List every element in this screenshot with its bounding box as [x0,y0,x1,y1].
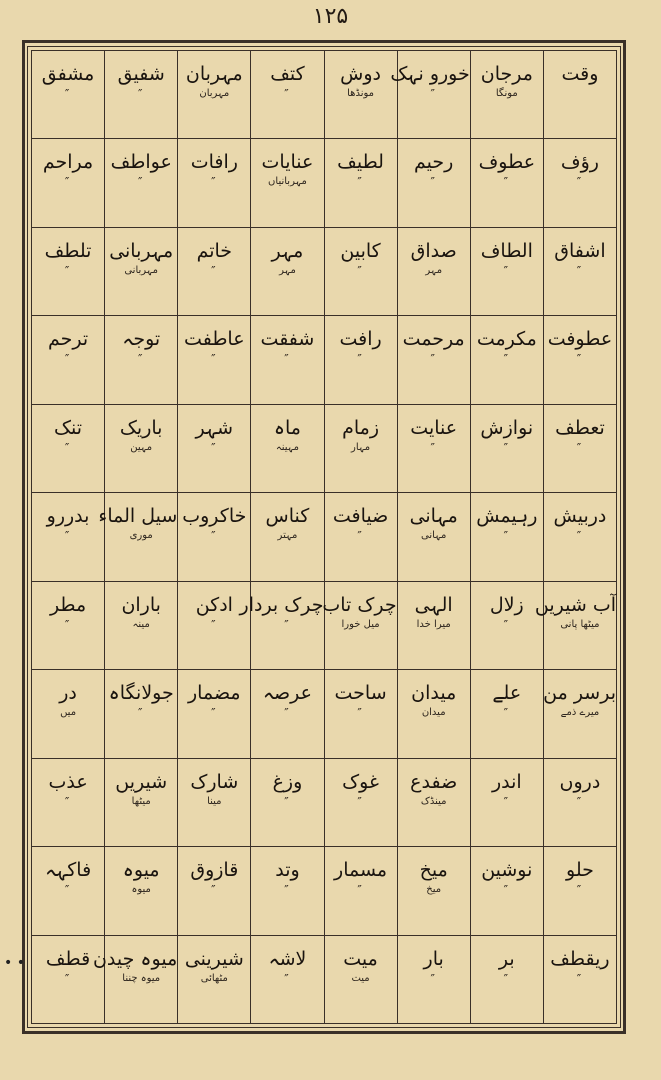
table-cell [32,847,105,935]
cell-gloss: ″ [64,529,72,544]
cell-word: نوشین [481,859,533,882]
cell-word: چرک تاب [322,593,397,616]
cell-gloss: ″ [64,175,72,190]
cell-gloss: ″ [430,971,437,986]
cell-word: وتد [275,859,300,882]
table-cell [470,316,543,404]
table-cell [178,404,251,492]
cell-gloss: ″ [64,352,72,367]
cell-gloss: ″ [503,794,511,809]
cell-gloss: ″ [503,617,511,632]
table-cell [543,935,616,1023]
table-row [32,51,617,139]
cell-word: ساحت [334,682,387,705]
cell-gloss: مٹھائی [200,972,228,984]
table-cell [251,758,324,846]
cell-word: توجہ [122,328,161,351]
cell-gloss: ″ [503,883,511,898]
cell-gloss: ″ [284,794,291,809]
cell-word: شہر [195,416,234,439]
table-cell [92,935,178,1023]
table-cell [470,404,543,492]
table-cell [470,581,543,669]
cell-word: ادکن [195,593,233,616]
table-cell [397,847,470,935]
cell-word: رؤف [560,151,599,174]
cell-gloss: ″ [211,529,218,544]
cell-gloss: ″ [211,263,218,278]
cell-word: بر [498,947,515,970]
cell-gloss: ″ [284,87,291,101]
cell-gloss: ″ [357,263,364,278]
cell-word: رحیم [414,151,454,174]
cell-gloss: میت [351,972,370,984]
cell-word: مرحمت [402,328,465,351]
table-cell [543,404,616,492]
cell-gloss: ″ [503,440,511,455]
cell-gloss: مہر [425,264,443,276]
cell-word: زلال [489,593,524,616]
cell-word: مشفق [41,63,95,85]
cell-word: رہیمش [476,505,538,528]
cell-word: غوک [342,770,379,793]
cell-word: عرصہ [262,682,312,705]
cell-word: عطوف [478,151,536,174]
cell-word: کابین [340,239,381,262]
table-cell [324,51,397,139]
table-cell [105,316,178,404]
cell-gloss: ″ [430,352,437,367]
table-cell [470,493,543,581]
cell-gloss: ″ [64,971,72,986]
cell-word: صداق [410,239,457,262]
cell-word: سیل الماء [98,505,178,528]
table-cell [543,139,616,227]
cell-gloss: میل خورا [341,618,380,630]
cell-gloss: ″ [576,263,584,278]
cell-gloss: مہتر [277,530,298,542]
cell-gloss: ″ [64,794,72,809]
cell-gloss: ″ [503,175,511,190]
table-cell [251,227,324,315]
cell-word: عنایت [410,416,458,439]
table-cell [543,847,616,935]
cell-word: رافت [339,328,382,351]
table-cell [105,670,178,758]
table-cell [397,139,470,227]
cell-gloss: میرے ذمے [560,707,600,719]
cell-word: لطیف [337,151,384,174]
cell-gloss: ″ [211,883,218,898]
cell-gloss: ″ [576,883,584,898]
cell-gloss: ″ [430,440,437,455]
cell-word: کتف [270,63,305,85]
cell-word: عنایات [261,151,314,174]
cell-word: ماہ [273,416,301,439]
cell-gloss: ″ [357,352,364,367]
cell-word: مطر [49,593,87,616]
table-cell [32,758,105,846]
cell-gloss: ″ [576,529,584,544]
table-row [32,670,617,758]
cell-word: مہربان [185,63,243,85]
table-cell [324,316,397,404]
cell-word: حلو [566,859,594,882]
table-cell [251,847,324,935]
cell-word: خورو نہک [390,63,470,85]
table-cell [397,670,470,758]
cell-gloss: مہربانیاں [268,176,307,188]
cell-word: علے [492,682,522,705]
cell-gloss: ″ [357,883,364,898]
cell-word: وزغ [272,770,303,793]
cell-gloss: مینا [207,795,222,807]
cell-gloss: ″ [137,175,145,190]
cell-gloss: میوہ [131,884,151,896]
table-row [32,404,617,492]
cell-gloss: ″ [211,175,218,190]
table-cell [251,670,324,758]
cell-gloss: ″ [137,352,145,367]
table-cell [397,227,470,315]
table-cell [105,581,178,669]
cell-gloss: میوہ چننا [122,972,161,984]
table-cell [397,404,470,492]
table-row [32,847,617,935]
cell-word: لاشہ [268,947,307,970]
cell-word: عاطفت [184,328,245,351]
cell-gloss: ″ [64,263,72,278]
table-cell [470,51,543,139]
table-cell [397,316,470,404]
table-cell [543,670,616,758]
table-cell [251,51,324,139]
cell-word: قازوق [190,859,239,882]
table-cell [98,493,178,581]
cell-gloss: ″ [64,87,72,101]
cell-word: مہربانی [109,239,174,262]
table-cell [178,670,251,758]
cell-gloss: ″ [430,87,437,101]
cell-word: ترحم [47,328,89,351]
cell-word: در [59,682,77,705]
cell-word: چرک بردار [239,593,324,616]
cell-word: مراحم [42,151,94,174]
cell-gloss: مہانی [420,530,447,542]
cell-gloss: میدان [421,707,446,719]
table-cell [324,935,397,1023]
cell-word: بدررو [46,505,90,528]
cell-gloss: ″ [576,971,584,986]
cell-word: ضفدع [410,770,458,793]
cell-word: عواطف [110,151,172,174]
cell-gloss: ″ [576,352,584,367]
cell-word: عطوفت [547,328,613,351]
cell-word: تنک [54,416,83,439]
cell-gloss: ″ [211,706,218,721]
cell-word: اندر [491,770,522,793]
table-cell [543,758,616,846]
cell-gloss: ″ [576,175,584,190]
table-cell [397,758,470,846]
table-cell [543,51,616,139]
table-cell [390,51,470,139]
table-row [32,316,617,404]
table-cell [543,493,616,581]
cell-gloss: ″ [503,529,511,544]
table-cell [534,581,616,669]
table-cell [239,581,324,669]
cell-word: آب شیریں [534,593,616,616]
table-cell [470,227,543,315]
cell-word: وقت [561,63,599,85]
table-cell [470,758,543,846]
table-row [32,139,617,227]
cell-word: دوش [340,63,381,85]
cell-gloss: میٹھا پانی [560,618,600,630]
cell-word: تلطف [44,239,92,262]
table-cell [324,847,397,935]
cell-word: مکرمت [476,328,537,351]
cell-gloss: ″ [284,883,291,898]
cell-word: شفقت [260,328,315,351]
table-cell [178,227,251,315]
cell-gloss: مہین [130,441,153,453]
cell-gloss: مہربان [199,88,230,99]
table-row [32,935,617,1023]
table-cell [397,493,470,581]
cell-gloss: ″ [503,706,511,721]
cell-word: باریک [119,416,163,439]
cell-gloss: ″ [211,617,218,632]
cell-gloss: میرا خدا [416,618,451,630]
cell-gloss: ″ [284,971,291,986]
cell-gloss: ″ [357,175,364,190]
cell-gloss: مہینہ [275,441,299,453]
cell-gloss: ″ [503,971,511,986]
cell-gloss: مہر [279,264,296,276]
cell-word: اشفاق [554,239,606,262]
table-cell [178,581,251,669]
table-cell [397,935,470,1023]
cell-word: شفیق [117,63,165,85]
table-cell [178,847,251,935]
cell-word: میت [343,947,378,970]
cell-word: مہانی [409,505,458,528]
cell-gloss: مونگا [495,88,518,99]
table-cell [324,758,397,846]
table-cell [324,139,397,227]
table-row [32,227,617,315]
cell-gloss: ″ [357,794,364,809]
cell-word: مسمار [334,859,388,882]
table-cell [105,139,178,227]
cell-word: بار [423,947,444,970]
cell-word: میدان [411,682,457,705]
cell-word: عذب [48,770,88,793]
table-cell [105,51,178,139]
cell-word: خاکروب [182,505,247,528]
table-cell [543,316,616,404]
table-cell [32,670,105,758]
cell-gloss: مہار [351,441,371,453]
table-cell [178,493,251,581]
table-cell [324,670,397,758]
cell-word: تعطف [555,416,605,439]
cell-word: خاتم [196,239,233,262]
cell-word: ضیافت [332,505,389,528]
cell-gloss: ″ [284,617,291,632]
table-cell [105,758,178,846]
cell-word: جولانگاہ [108,682,174,705]
margin-dots: • • [4,955,25,971]
cell-gloss: میٹھا [131,795,151,807]
cell-word: مرجان [480,63,533,85]
table-cell [32,139,105,227]
cell-word: کناس [265,505,310,528]
table-cell [251,316,324,404]
cell-word: الہی [414,593,453,616]
cell-word: الطاف [480,239,533,262]
table-cell [543,227,616,315]
cell-gloss: ″ [284,352,291,367]
cell-gloss: ″ [64,617,72,632]
table-cell [178,51,251,139]
table-cell [32,935,105,1023]
cell-word: ریقطف [550,947,610,970]
cell-gloss: ″ [430,175,437,190]
cell-gloss: ″ [357,706,364,721]
table-cell [178,139,251,227]
cell-gloss: ″ [357,529,364,544]
cell-gloss: مینہ [132,618,150,630]
cell-gloss: ″ [137,87,145,101]
cell-gloss: ″ [503,352,511,367]
cell-gloss: موری [129,530,153,542]
cell-word: میوہ [122,859,160,882]
table-cell [32,493,105,581]
table-row [32,581,617,669]
cell-gloss: ″ [64,883,72,898]
table-cell [324,581,397,669]
table-cell [178,316,251,404]
table-cell [251,493,324,581]
table-cell [178,935,251,1023]
cell-word: برسر من [543,682,616,705]
cell-gloss: ″ [211,352,218,367]
table-cell [470,139,543,227]
table-cell [397,581,470,669]
table-cell [324,493,397,581]
table-cell [178,758,251,846]
cell-word: مضمار [188,682,241,705]
table-cell [324,404,397,492]
table-cell [251,935,324,1023]
cell-word: شیرینی [184,947,244,970]
cell-gloss: ″ [211,440,218,455]
cell-word: رافات [190,151,238,174]
table-cell [32,51,105,139]
cell-gloss: مہربانی [124,264,159,276]
cell-gloss: ″ [503,263,511,278]
cell-word: فاکہہ [44,859,92,882]
table-cell [251,404,324,492]
table-cell [32,227,105,315]
table-cell [470,935,543,1023]
table-cell [470,847,543,935]
cell-gloss: مونڈھا [347,88,374,99]
cell-gloss: ″ [137,706,145,721]
cell-word: میخ [419,859,448,882]
cell-word: دربیش [553,505,607,528]
cell-word: میوہ چیدن [92,947,178,970]
cell-word: باران [121,593,161,616]
table-cell [32,581,105,669]
cell-gloss: میں [60,707,77,719]
page-number: ۱۲۵ [312,4,349,29]
cell-gloss: میخ [426,884,442,896]
cell-gloss: ″ [576,794,584,809]
table-cell [105,227,178,315]
cell-gloss: مینڈک [420,795,447,807]
table-cell [251,139,324,227]
cell-word: نوازش [480,416,534,439]
cell-word: شارک [190,770,239,793]
cell-word: زمام [342,416,380,439]
table-cell [324,227,397,315]
cell-word: مہر [271,239,304,262]
table-row [32,493,617,581]
table-cell [105,404,178,492]
table-cell [32,404,105,492]
cell-gloss: ″ [284,706,291,721]
cell-word: دروں [559,770,601,793]
table-cell [32,316,105,404]
cell-word: قطف [45,947,91,970]
cell-gloss: ″ [64,440,72,455]
cell-word: شیریں [115,770,168,793]
table-row [32,758,617,846]
table-cell [470,670,543,758]
vocabulary-table [31,50,617,1024]
cell-gloss: ″ [576,440,584,455]
table-cell [105,847,178,935]
